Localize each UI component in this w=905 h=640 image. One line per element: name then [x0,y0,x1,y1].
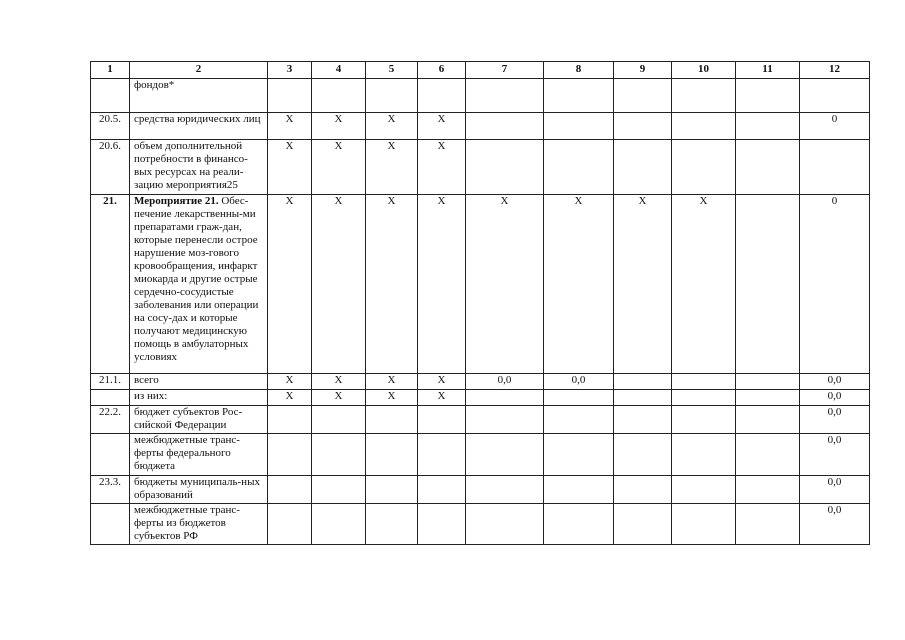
cell-col-8 [544,504,614,545]
cell-col-7 [466,113,544,140]
cell-col-9 [614,79,672,113]
row-name [130,140,268,195]
col-header-10: 10 [672,62,736,79]
cell-col-6: Х [418,390,466,406]
row-name-text: фондов* [134,79,175,91]
cell-col-11 [736,390,800,406]
row-name [130,195,268,374]
cell-col-6 [418,476,466,504]
cell-col-10 [672,79,736,113]
cell-col-5: Х [366,113,418,140]
cell-col-8: 0,0 [544,374,614,390]
cell-col-12: 0,0 [800,504,870,545]
row-name [130,434,268,476]
table-row [91,195,870,374]
cell-col-3: Х [268,140,312,195]
cell-col-10 [672,406,736,434]
cell-col-3: Х [268,374,312,390]
cell-col-5: Х [366,374,418,390]
cell-col-8 [544,434,614,476]
cell-col-3 [268,476,312,504]
cell-col-6 [418,504,466,545]
cell-col-8 [544,140,614,195]
col-header-5: 5 [366,62,418,79]
cell-col-5 [366,476,418,504]
row-number: 22.2. [91,406,130,434]
cell-col-8 [544,476,614,504]
cell-col-7 [466,79,544,113]
col-header-6: 6 [418,62,466,79]
cell-col-10 [672,390,736,406]
row-name-text: всего [134,374,159,386]
row-name-text: межбюджетные транс-ферты из бюджетов субъектов РФ [134,504,240,542]
cell-col-11 [736,374,800,390]
cell-col-4 [312,476,366,504]
cell-col-12: 0,0 [800,434,870,476]
row-name-text: бюджет субъектов Рос-сийской Федерации [134,406,243,431]
cell-col-3: Х [268,195,312,374]
cell-col-4 [312,434,366,476]
cell-col-12: 0,0 [800,390,870,406]
cell-col-12: 0,0 [800,406,870,434]
cell-col-5: Х [366,390,418,406]
cell-col-5 [366,434,418,476]
cell-col-4 [312,79,366,113]
cell-col-9 [614,390,672,406]
row-name [130,113,268,140]
cell-col-12 [800,79,870,113]
cell-col-6: Х [418,195,466,374]
cell-col-9 [614,434,672,476]
row-name [130,390,268,406]
cell-col-12 [800,140,870,195]
col-header-3: 3 [268,62,312,79]
cell-col-6 [418,434,466,476]
cell-col-8 [544,79,614,113]
row-number: 20.6. [91,140,130,195]
table-row [91,406,870,434]
row-number [91,79,130,113]
cell-col-7: Х [466,195,544,374]
cell-col-9 [614,476,672,504]
table-row [91,504,870,545]
cell-col-6: Х [418,374,466,390]
cell-col-11 [736,476,800,504]
cell-col-10 [672,374,736,390]
col-header-7: 7 [466,62,544,79]
cell-col-7 [466,140,544,195]
row-name-text: из них: [134,390,168,402]
cell-col-4: Х [312,374,366,390]
col-header-4: 4 [312,62,366,79]
cell-col-9 [614,140,672,195]
cell-col-4: Х [312,390,366,406]
cell-col-5: Х [366,195,418,374]
table-row [91,113,870,140]
row-name-text: бюджеты муниципаль-ных образований [134,476,260,501]
cell-col-9 [614,113,672,140]
row-name-text: объем дополнительной потребности в финансо-вых ресурсах на реали-зацию мероприятия25 [134,140,248,191]
row-number [91,504,130,545]
row-name-bold: Мероприятие 21. [134,195,219,207]
cell-col-5 [366,79,418,113]
cell-col-7 [466,476,544,504]
cell-col-7: 0,0 [466,374,544,390]
row-number: 21. [91,195,130,374]
table-row [91,374,870,390]
row-number: 23.3. [91,476,130,504]
cell-col-10 [672,113,736,140]
col-header-9: 9 [614,62,672,79]
cell-col-9 [614,504,672,545]
row-name-text: Обес-печение лекарственны-ми препаратами граж-дан, которые перенесли острое нарушение моз-гового кровообращения, инфаркт миокарда и другие острые сердечно-сосудистые заболевания или операции на сосу-дах и которые получают медицинскую помощь в амбулаторных условиях [134,195,259,363]
cell-col-11 [736,79,800,113]
cell-col-10 [672,434,736,476]
cell-col-3 [268,406,312,434]
cell-col-6: Х [418,113,466,140]
cell-col-11 [736,140,800,195]
cell-col-7 [466,434,544,476]
row-name [130,374,268,390]
cell-col-11 [736,113,800,140]
cell-col-8 [544,406,614,434]
cell-col-8 [544,113,614,140]
row-name-text: межбюджетные транс-ферты федерального бюджета [134,434,240,472]
row-name [130,79,268,113]
cell-col-9: Х [614,195,672,374]
cell-col-9 [614,374,672,390]
cell-col-3: Х [268,390,312,406]
cell-col-3: Х [268,113,312,140]
cell-col-8 [544,390,614,406]
cell-col-7 [466,390,544,406]
col-header-11: 11 [736,62,800,79]
row-number: 20.5. [91,113,130,140]
col-header-12: 12 [800,62,870,79]
cell-col-12: 0 [800,195,870,374]
cell-col-9 [614,406,672,434]
cell-col-12: 0,0 [800,374,870,390]
cell-col-10 [672,140,736,195]
cell-col-4: Х [312,195,366,374]
row-name [130,476,268,504]
cell-col-7 [466,406,544,434]
header-row [91,62,870,79]
cell-col-4 [312,406,366,434]
cell-col-6 [418,406,466,434]
table-row [91,140,870,195]
cell-col-3 [268,504,312,545]
row-number [91,390,130,406]
cell-col-8: Х [544,195,614,374]
cell-col-3 [268,79,312,113]
table-row [91,434,870,476]
cell-col-11 [736,195,800,374]
cell-col-5: Х [366,140,418,195]
col-header-1: 1 [91,62,130,79]
col-header-2: 2 [130,62,268,79]
cell-col-4: Х [312,113,366,140]
cell-col-12: 0,0 [800,476,870,504]
cell-col-11 [736,504,800,545]
cell-col-11 [736,434,800,476]
cell-col-5 [366,504,418,545]
row-name [130,406,268,434]
funding-table [90,61,870,545]
cell-col-7 [466,504,544,545]
cell-col-10 [672,476,736,504]
cell-col-12: 0 [800,113,870,140]
cell-col-11 [736,406,800,434]
table-row [91,390,870,406]
table-row [91,476,870,504]
cell-col-10: Х [672,195,736,374]
cell-col-5 [366,406,418,434]
col-header-8: 8 [544,62,614,79]
row-number [91,434,130,476]
cell-col-4: Х [312,140,366,195]
row-name [130,504,268,545]
cell-col-10 [672,504,736,545]
table-row [91,79,870,113]
row-name-text: средства юридических лиц [134,113,261,125]
cell-col-6: Х [418,140,466,195]
cell-col-3 [268,434,312,476]
cell-col-6 [418,79,466,113]
cell-col-4 [312,504,366,545]
row-number: 21.1. [91,374,130,390]
